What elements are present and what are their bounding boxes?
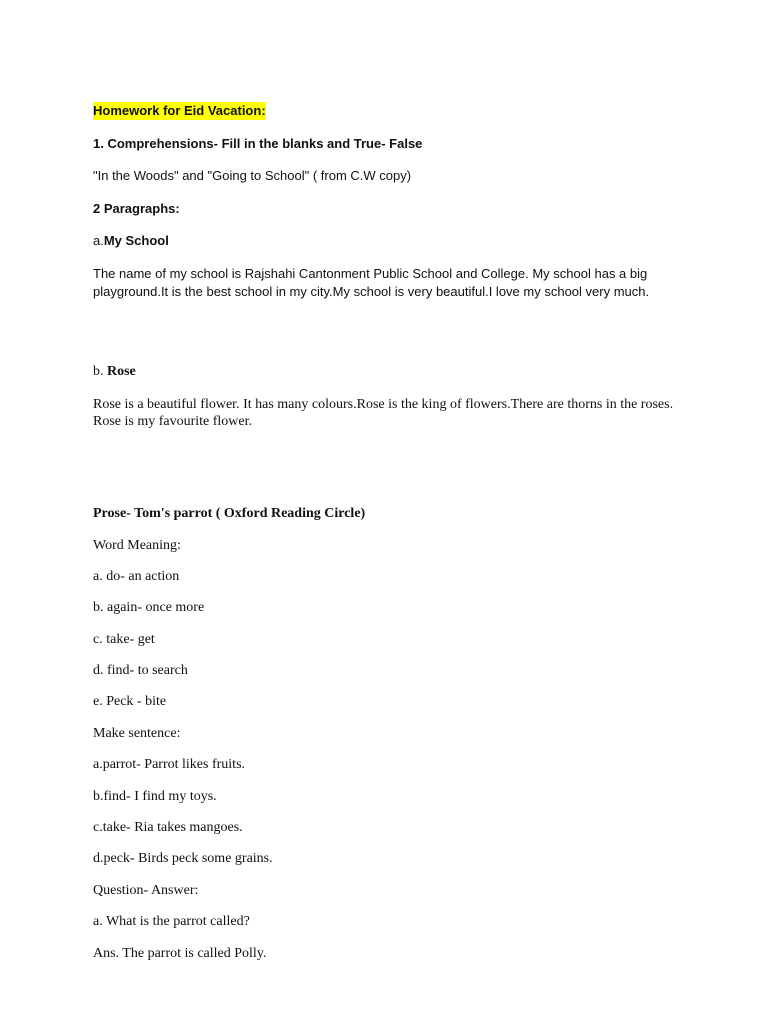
sentence-item: d.peck- Birds peck some grains. [93,851,273,866]
question-item: a. What is the parrot called? [93,914,250,929]
paragraph-a-heading [93,234,169,247]
word-meaning-item: a. do- an action [93,569,180,584]
paragraph-a-text: The name of my school is Rajshahi Cantonment Public School and College. My school has a big playground.It is the best school in my city.My school is very beautiful.I love my school very much. [93,266,650,299]
sentence-item: c.take- Ria takes mangoes. [93,820,243,835]
sentence-item: a.parrot- Parrot likes fruits. [93,757,246,772]
word-meaning-item: b. again- once more [93,600,205,615]
paragraph-b-heading [93,365,136,379]
highlighted-title: Homework for Eid Vacation: [93,103,266,118]
prose-heading: Prose- Tom's parrot ( Oxford Reading Circle) [93,506,366,521]
paragraph-a-prefix: a. [93,233,104,248]
paragraph-a-title: My School [103,233,169,248]
paragraph-b-text: Rose is a beautiful flower. It has many colours.Rose is the king of flowers.There are thorns in the roses. Rose is my favourite flower. [93,397,674,429]
word-meaning-item: c. take- get [93,632,155,647]
paragraphs-heading: 2 Paragraphs: [93,201,180,216]
make-sentence-label: Make sentence: [93,726,181,741]
paragraph-b-title: Rose [107,364,136,379]
comprehension-heading: 1. Comprehensions- Fill in the blanks and True- False [93,136,423,151]
word-meaning-item: d. find- to search [93,663,188,678]
word-meaning-label: Word Meaning: [93,538,181,553]
word-meaning-item: e. Peck - bite [93,694,167,709]
paragraph-b-prefix: b. [93,364,107,379]
answer-item: Ans. The parrot is called Polly. [93,946,267,961]
qa-label: Question- Answer: [93,883,199,898]
sentence-item: b.find- I find my toys. [93,789,217,804]
homework-title [93,104,266,117]
comprehension-note: "In the Woods" and "Going to School" ( from C.W copy) [93,168,412,183]
